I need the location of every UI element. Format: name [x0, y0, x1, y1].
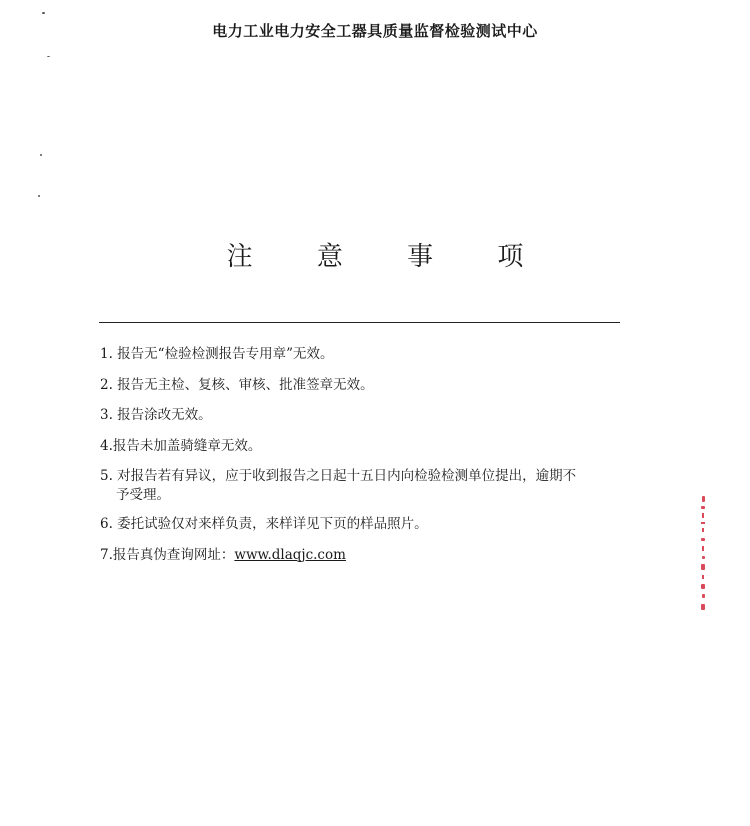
scan-speck — [38, 195, 40, 197]
seam-stamp-ink — [701, 496, 705, 610]
notice-item: 1. 报告无“检验检测报告专用章”无效。 — [100, 346, 334, 362]
verification-url[interactable]: www.dlaqjc.com — [234, 546, 346, 563]
title-divider — [99, 322, 620, 323]
organization-header: 电力工业电力安全工器具质量监督检验测试中心 — [212, 22, 538, 40]
url-prefix: 7.报告真伪查询网址： — [100, 546, 235, 563]
scan-speck — [40, 154, 42, 156]
notice-item — [100, 546, 580, 565]
notice-item: 6. 委托试验仅对来样负责，来样详见下页的样品照片。 — [100, 516, 428, 532]
scan-speck — [42, 12, 45, 14]
notice-list — [100, 345, 580, 576]
seam-stamp-mark — [696, 494, 710, 620]
notice-item: 5. 对报告若有异议，应于收到报告之日起十五日内向检验检测单位提出，逾期不予受理。 — [100, 468, 577, 503]
notice-title: 注 意 事 项 — [226, 242, 552, 272]
notice-item: 3. 报告涂改无效。 — [100, 407, 212, 423]
scan-speck — [47, 56, 50, 57]
notice-item: 2. 报告无主检、复核、审核、批准签章无效。 — [100, 376, 374, 393]
notice-item: 4.报告未加盖骑缝章无效。 — [100, 437, 262, 454]
